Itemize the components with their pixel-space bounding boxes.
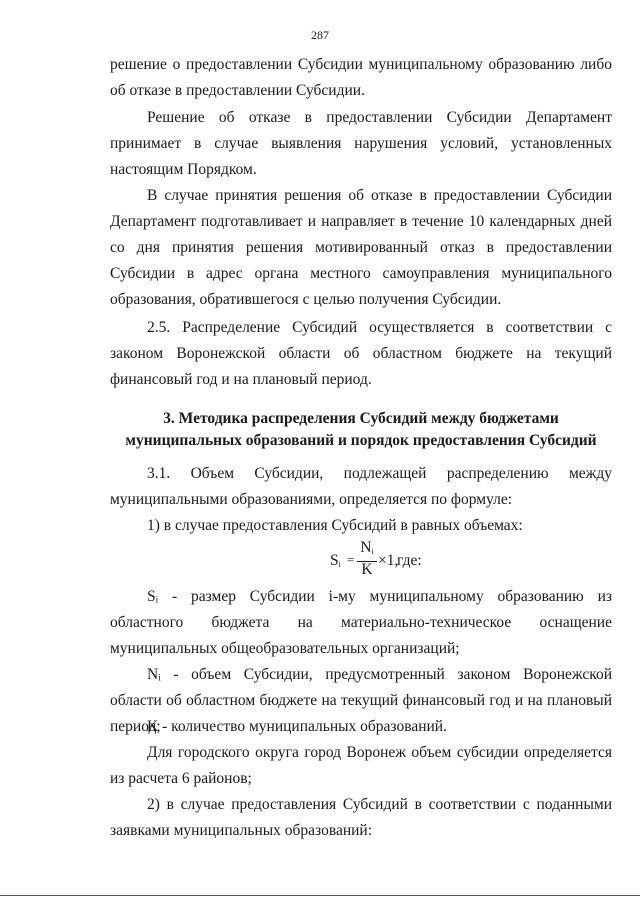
section-3-heading-line-2: муниципальных образований и порядок предоставления Субсидий [125,432,597,449]
formula-tail: ×1, [378,552,399,569]
formula-equals: = [347,552,355,567]
page-bottom-rule [0,895,640,896]
subsidy-formula [330,541,610,581]
formula-denominator: K [361,561,373,578]
paragraph-refusal-conditions: Решение об отказе в предоставлении Субсидии Департамент принимает в случае выявления нарушения условий, установленных настоящим Порядком. [110,109,612,178]
paragraph-ni-definition: Nᵢ - объем Субсидии, предусмотренный законом Воронежской области об областном бюджете на текущий финансовый год и на плановый период; [110,666,612,735]
paragraph-applications: 2) в случае предоставления Субсидий в соответствии с поданными заявками муниципальных образований: [110,796,612,839]
paragraph-3-1-formula-intro: 3.1. Объем Субсидии, подлежащей распределению между муниципальными образованиями, определяется по формуле: [110,465,612,508]
section-3-heading-line-1: 3. Методика распределения Субсидий между бюджетами [163,410,559,427]
paragraph-decision-continuation: решение о предоставлении Субсидии муниципальному образованию либо об отказе в предоставлении Субсидии. [110,56,612,99]
formula-where: где: [397,552,422,569]
paragraph-si-definition: Sᵢ - размер Субсидии i-му муниципальному образованию из областного бюджета на материально-техническое оснащение муниципальных общеобразовательных организаций; [110,588,612,657]
paragraph-equal-volumes: 1) в случае предоставления Субсидий в равных объемах: [147,517,523,534]
paragraph-k-definition: K - количество муниципальных образований. [147,718,447,735]
page-number: 287 [311,28,329,42]
paragraph-refusal-procedure: В случае принятия решения об отказе в предоставлении Субсидии Департамент подготавливает и направляет в течение 10 календарных дней со дня принятия решения мотивированный отказ в предоставлении Субсидии в адрес органа местного самоуправления муниципального образования, обратившегося с целью получения Субсидии. [110,187,612,308]
paragraph-voronezh-districts: Для городского округа город Воронеж объем субсидии определяется из расчета 6 районов; [110,744,612,787]
paragraph-2-5-distribution: 2.5. Распределение Субсидий осуществляется в соответствии с законом Воронежской области об областном бюджете на текущий финансовый год и на плановый период. [110,319,612,388]
formula-numerator: $N_i$ [360,539,374,556]
section-3-heading [110,408,612,452]
formula-lhs: $S_i$ [330,552,341,569]
